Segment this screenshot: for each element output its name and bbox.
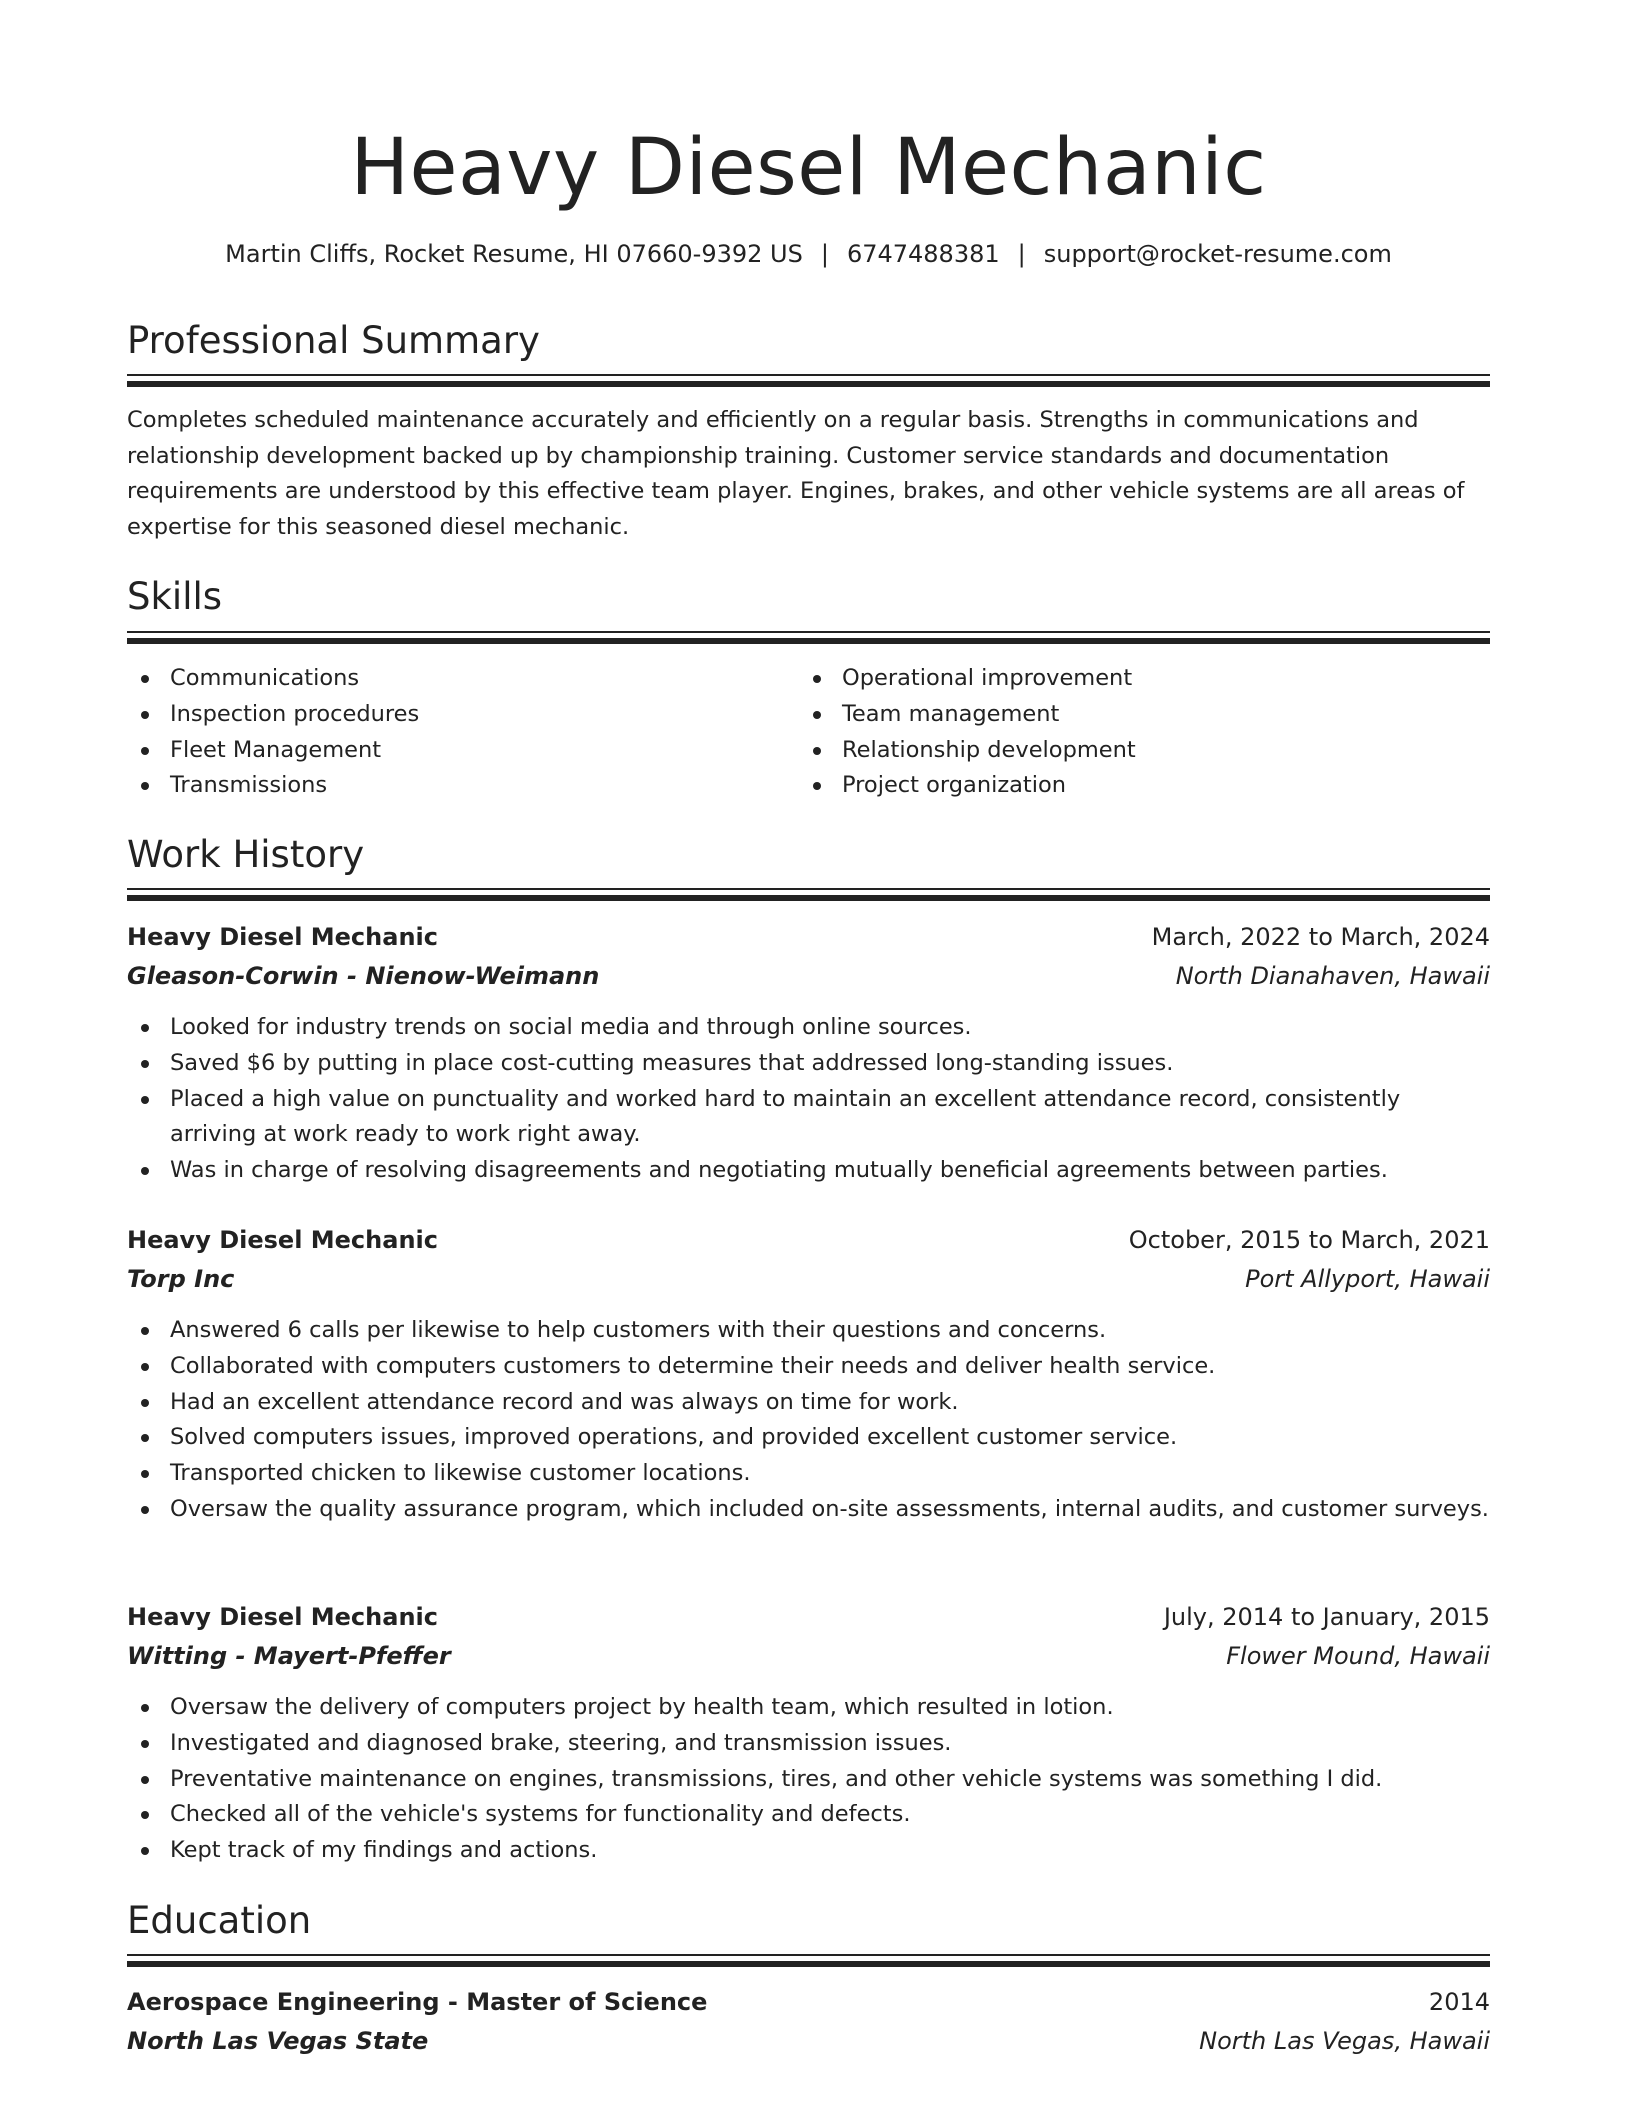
job-location: Port Allyport, Hawaii xyxy=(1245,1265,1490,1293)
job-bullet-item: Had an excellent attendance record and was always on time for work. xyxy=(127,1385,1490,1421)
job-bullets xyxy=(127,1690,1490,1869)
job-dates: October, 2015 to March, 2021 xyxy=(1128,1226,1490,1254)
job-entry xyxy=(127,1221,1490,1528)
section-divider xyxy=(127,374,1490,388)
resume-name: Heavy Diesel Mechanic xyxy=(350,123,1267,213)
job-bullet-item: Oversaw the quality assurance program, which included on-site assessments, internal audits, and customer surveys. xyxy=(127,1492,1490,1528)
skill-item: Team management xyxy=(799,697,1439,733)
education-school: North Las Vegas State xyxy=(127,2027,429,2055)
job-bullet-item: Checked all of the vehicle's systems for functionality and defects. xyxy=(127,1797,1490,1833)
job-bullet-item: Kept track of my findings and actions. xyxy=(127,1833,1490,1869)
job-company: Gleason-Corwin - Nienow-Weimann xyxy=(127,962,600,990)
job-bullet-item: Oversaw the delivery of computers project by health team, which resulted in lotion. xyxy=(127,1690,1490,1726)
job-bullet-item: Solved computers issues, improved operations, and provided excellent customer service. xyxy=(127,1420,1490,1456)
job-bullet-item: Was in charge of resolving disagreements and negotiating mutually beneficial agreements between parties. xyxy=(127,1153,1490,1189)
job-bullets xyxy=(127,1313,1490,1528)
contact-phone: 6747488381 xyxy=(846,240,1000,268)
job-entry xyxy=(127,1598,1490,1869)
summary-text: Completes scheduled maintenance accurately and efficiently on a regular basis. Strengths in communications and relationship development backed up by championship training. Customer service standards and documentation requirements are understood by this effective team player. Engines, brakes, and other vehicle systems are all areas of expertise for this seasoned diesel mechanic. xyxy=(127,407,1465,541)
job-entry xyxy=(127,918,1490,1189)
contact-email: support@rocket-resume.com xyxy=(1043,240,1392,268)
job-title: Heavy Diesel Mechanic xyxy=(127,1603,438,1631)
education-location: North Las Vegas, Hawaii xyxy=(1199,2027,1490,2055)
section-divider xyxy=(127,888,1490,902)
job-company: Torp Inc xyxy=(127,1265,235,1293)
section-title-work: Work History xyxy=(127,833,365,876)
contact-separator: | xyxy=(1017,240,1026,268)
job-bullet-item: Investigated and diagnosed brake, steering, and transmission issues. xyxy=(127,1726,1490,1762)
skill-item: Fleet Management xyxy=(127,733,767,769)
contact-line xyxy=(127,236,1490,272)
contact-address: Martin Cliffs, Rocket Resume, HI 07660-9392 US xyxy=(225,240,803,268)
skill-item: Transmissions xyxy=(127,768,767,804)
section-title-skills: Skills xyxy=(127,575,223,618)
skills-column-right xyxy=(799,661,1439,804)
job-bullet-item: Preventative maintenance on engines, transmissions, tires, and other vehicle systems was something I did. xyxy=(127,1762,1490,1798)
job-bullet-item: Transported chicken to likewise customer locations. xyxy=(127,1456,1490,1492)
job-bullet-item: Placed a high value on punctuality and worked hard to maintain an excellent attendance record, consistently arriving at work ready to work right away. xyxy=(127,1082,1490,1154)
education-year: 2014 xyxy=(1428,1988,1490,2016)
skills-column-left xyxy=(127,661,767,804)
job-title: Heavy Diesel Mechanic xyxy=(127,923,438,951)
skills-list-left xyxy=(127,661,767,804)
job-bullet-item: Saved $6 by putting in place cost-cutting measures that addressed long-standing issues. xyxy=(127,1046,1490,1082)
job-company: Witting - Mayert-Pfeffer xyxy=(127,1642,451,1670)
job-bullets xyxy=(127,1010,1490,1189)
skill-item: Inspection procedures xyxy=(127,697,767,733)
job-location: North Dianahaven, Hawaii xyxy=(1175,962,1490,990)
job-bullet-item: Collaborated with computers customers to determine their needs and deliver health service. xyxy=(127,1349,1490,1385)
job-title: Heavy Diesel Mechanic xyxy=(127,1226,438,1254)
section-title-education: Education xyxy=(127,1899,312,1942)
skill-item: Project organization xyxy=(799,768,1439,804)
section-divider xyxy=(127,631,1490,645)
job-dates: July, 2014 to January, 2015 xyxy=(1163,1603,1490,1631)
section-title-summary: Professional Summary xyxy=(127,319,540,362)
skill-item: Operational improvement xyxy=(799,661,1439,697)
skills-list-right xyxy=(799,661,1439,804)
skill-item: Communications xyxy=(127,661,767,697)
contact-separator: | xyxy=(820,240,829,268)
education-entry xyxy=(127,1983,1490,2061)
section-divider xyxy=(127,1954,1490,1968)
job-dates: March, 2022 to March, 2024 xyxy=(1151,923,1490,951)
job-location: Flower Mound, Hawaii xyxy=(1226,1642,1490,1670)
education-degree: Aerospace Engineering - Master of Science xyxy=(127,1988,708,2016)
job-bullet-item: Looked for industry trends on social media and through online sources. xyxy=(127,1010,1490,1046)
skill-item: Relationship development xyxy=(799,733,1439,769)
job-bullet-item: Answered 6 calls per likewise to help customers with their questions and concerns. xyxy=(127,1313,1490,1349)
